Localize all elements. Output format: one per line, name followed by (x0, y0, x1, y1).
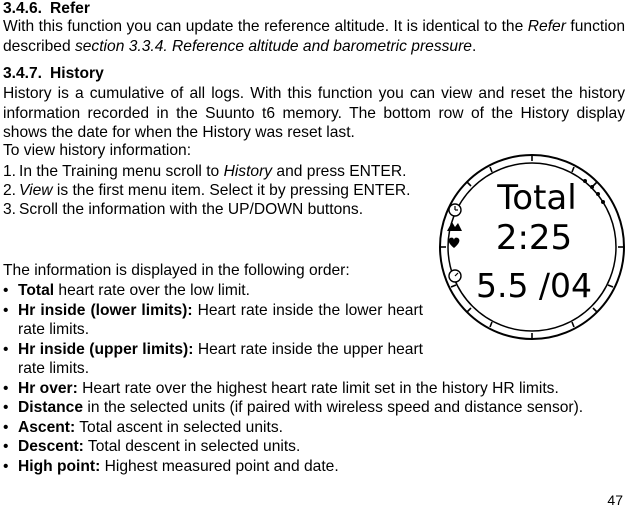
clock-icon (449, 204, 461, 216)
stopwatch-icon (449, 270, 461, 282)
list-item: • Distance in the selected units (if paired with wireless speed and distance sensor). (3, 399, 584, 416)
display-line-2: 2:25 (495, 218, 573, 258)
list-item: • Ascent: Total ascent in selected units. (3, 418, 283, 436)
history-intro: To view history information: (3, 142, 192, 159)
section-heading-refer: 3.4.6. Refer (3, 0, 90, 17)
list-item: • Total heart rate over the low limit. (3, 282, 250, 299)
section-reference-link[interactable]: section 3.3.4. Reference altitude and barometric pressure (74, 37, 472, 55)
list-item: 2. View is the first menu item. Select it by pressing ENTER. (3, 182, 411, 199)
steps-list (3, 162, 423, 219)
watch-display-illustration (437, 152, 627, 342)
section-heading-history: 3.4.7. History (3, 65, 104, 82)
order-intro: The information is displayed in the following order: (3, 262, 350, 279)
list-item: 3. Scroll the information with the UP/DOWN buttons. (3, 201, 364, 218)
list-item: • High point: Highest measured point and date. (3, 457, 339, 475)
refer-paragraph: With this function you can update the reference altitude. It is identical to the Refer function described section 3.3.4. Reference altitude and barometric pressure. (3, 18, 626, 55)
list-item: 1. In the Training menu scroll to History and press ENTER. (3, 163, 407, 180)
display-line-1: Total (497, 178, 577, 218)
list-item: • Hr inside (upper limits): Heart rate inside the upper heart rate limits. (3, 340, 424, 377)
page-number: 47 (607, 492, 623, 508)
list-item: • Hr over: Heart rate over the highest heart rate limit set in the history HR limits. (3, 379, 559, 397)
display-line-3: 5.5 /04 (475, 266, 593, 305)
list-item: • Hr inside (lower limits): Heart rate inside the lower heart rate limits. (3, 301, 423, 338)
history-paragraph: History is a cumulative of all logs. With this function you can view and reset the history information recorded in the Suunto t6 memory. The bottom row of the History display shows the date for when the History was reset last. (3, 85, 625, 141)
list-item: • Descent: Total descent in selected units. (3, 438, 301, 455)
